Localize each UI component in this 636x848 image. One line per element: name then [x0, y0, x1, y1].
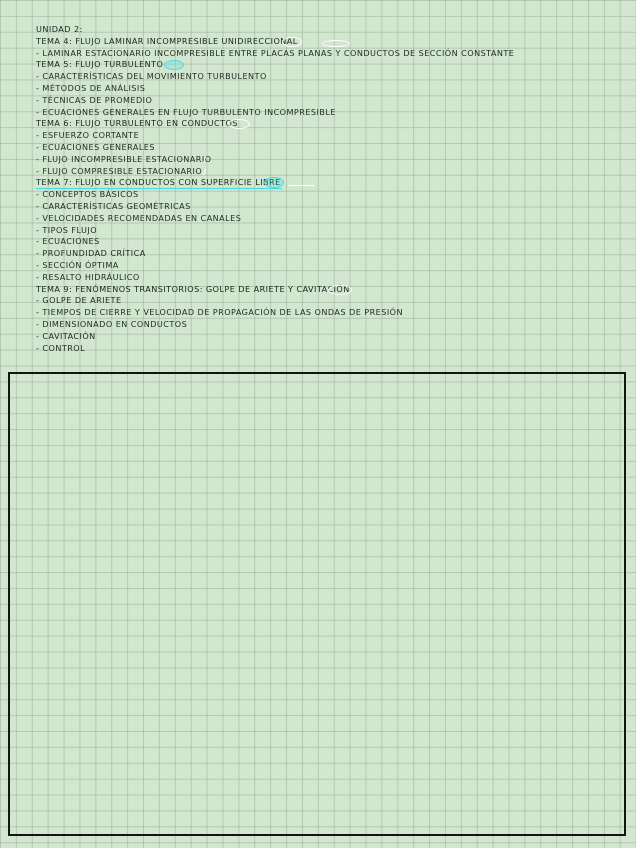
tema-7-title [36, 177, 626, 189]
tema-5-item: - ECUACIONES GENERALES EN FLUJO TURBULENTO INCOMPRESIBLE [36, 107, 626, 119]
tema-5-title-text: TEMA 5: FLUJO TURBULENTO [36, 59, 164, 70]
tema-6-item: - ESFUERZO CORTANTE [36, 130, 626, 142]
tema-7-item: - CARACTERÍSTICAS GEOMÉTRICAS [36, 201, 626, 213]
tema-4-title [36, 36, 626, 48]
tema-6-item-text: FLUJO INCOMPRESIBLE ESTACIONARIO [42, 153, 212, 164]
tema-7-title-text: TEMA 7: FLUJO EN CONDUCTOS CON SUPERFICIE LIBRE [36, 177, 281, 188]
syllabus-notes [36, 24, 626, 354]
tema-4-item: - LAMINAR ESTACIONARIO INCOMPRESIBLE ENTRE PLACAS PLANAS Y CONDUCTOS DE SECCIÓN CONSTANTE [36, 48, 626, 60]
tema-9-item: - GOLPE DE ARIETE [36, 295, 626, 307]
tema-9-item: - CONTROL [36, 343, 626, 355]
tema-6-item [36, 166, 626, 178]
tema-6-title-text: TEMA 6: FLUJO TURBULENTO EN CONDUCTOS [36, 118, 238, 129]
tema-7-item: - ECUACIONES [36, 236, 626, 248]
tema-5-item: - CARACTERÍSTICAS DEL MOVIMIENTO TURBULENTO [36, 71, 626, 83]
highlight-circle-mark [264, 177, 284, 188]
tema-9-title-text: TEMA 9: FENÓMENOS TRANSITORIOS: GOLPE DE ARIETE Y CAVITACIÓN [36, 283, 350, 294]
handwritten-tick-mark [203, 169, 211, 175]
highlight-circle-mark [164, 60, 184, 70]
tema-7-item: - VELOCIDADES RECOMENDADAS EN CANALES [36, 213, 626, 225]
unit-title: UNIDAD 2: [36, 24, 83, 34]
tema-7-item: - PROFUNDIDAD CRÍTICA [36, 248, 626, 260]
tema-7-item: - TIPOS FLUJO [36, 225, 626, 237]
handwritten-circle-mark [322, 40, 350, 47]
tema-9-item: - DIMENSIONADO EN CONDUCTOS [36, 319, 626, 331]
handwritten-circle-mark [328, 285, 352, 295]
tema-6-item: - ECUACIONES GENERALES [36, 142, 626, 154]
handwritten-circle-mark [228, 119, 250, 129]
tema-9-item: - TIEMPOS DE CIERRE Y VELOCIDAD DE PROPAGACIÓN DE LAS ONDAS DE PRESIÓN [36, 307, 626, 319]
tema-6-title [36, 118, 626, 130]
tema-6-item-text: FLUJO COMPRESIBLE ESTACIONARIO [42, 165, 203, 176]
tema-9-item: - CAVITACIÓN [36, 331, 626, 343]
tema-7-item: - SECCIÓN ÓPTIMA [36, 260, 626, 272]
handwritten-circle-mark [282, 37, 302, 47]
tema-7-item: - RESALTO HIDRÁULICO [36, 272, 626, 284]
handwritten-scribble [288, 181, 314, 186]
tema-4-title-text: TEMA 4: FLUJO LAMINAR INCOMPRESIBLE UNIDIRECCIONAL [36, 35, 298, 46]
tema-5-item: - TÉCNICAS DE PROMEDIO [36, 95, 626, 107]
tema-5-item: - MÉTODOS DE ANÁLISIS [36, 83, 626, 95]
empty-drawing-frame [8, 372, 626, 836]
tema-5-title [36, 59, 626, 71]
tema-7-item: - CONCEPTOS BÁSICOS [36, 189, 626, 201]
tema-9-title [36, 284, 626, 296]
tema-6-item [36, 154, 626, 166]
